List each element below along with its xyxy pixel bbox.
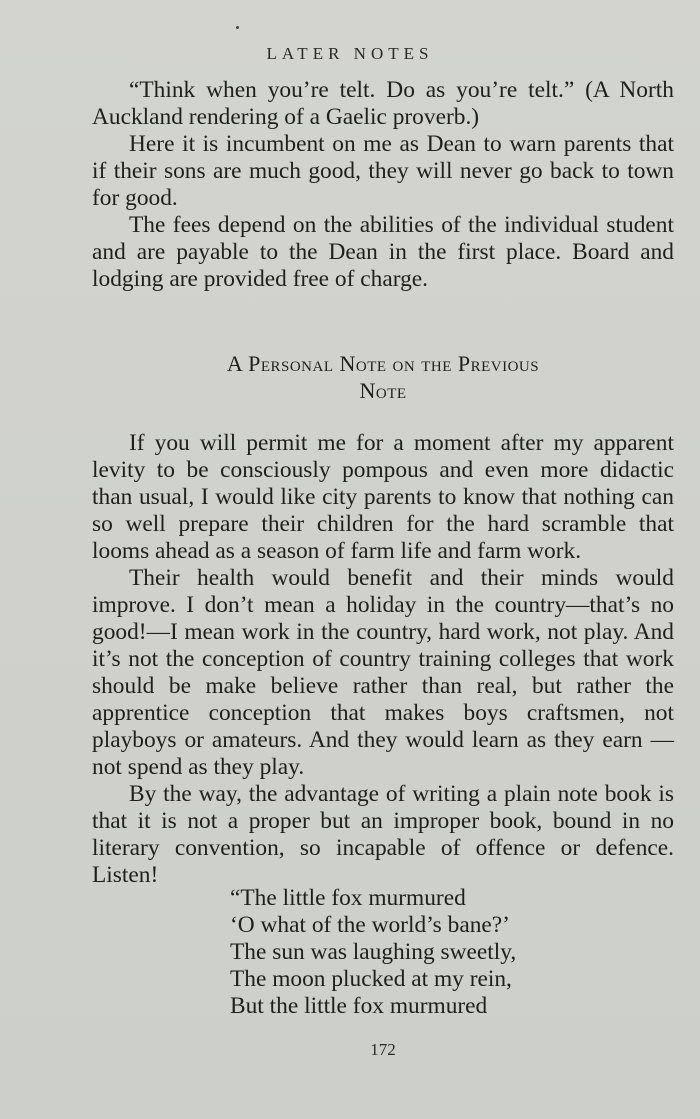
paragraph-proverb: “Think when you’re telt. Do as you’re telt.” (A North Auckland rendering of a Gaelic proverb.)	[92, 77, 674, 130]
section-heading-line-2: Note	[359, 378, 407, 403]
poem-line: But the little fox murmured	[230, 993, 488, 1019]
paragraph-dean-warning: Here it is incumbent on me as Dean to warn parents that if their sons are much good, they will never go back to town for good.	[92, 131, 674, 211]
ink-speck	[236, 26, 239, 29]
running-head: LATER NOTES	[266, 44, 434, 63]
body-text-block	[92, 430, 674, 889]
poem-line: “The little fox murmured	[230, 885, 466, 911]
section-heading-line-1: A Personal Note on the Previous	[226, 351, 540, 376]
top-text-block	[92, 77, 674, 293]
page-number: 172	[370, 1040, 396, 1059]
poem-line: The sun was laughing sweetly,	[230, 939, 517, 965]
paragraph-health: Their health would benefit and their minds would improve. I don’t mean a holiday in the country—that’s no good!—I mean work in the country, hard work, not play. And it’s not the conception of country training colleges that work should be make believe rather than real, but rather the apprentice conception that makes boys craftsmen, not playboys or amateurs. And they would learn as they earn —not spend as they play.	[92, 565, 674, 780]
paragraph-fees: The fees depend on the abilities of the individual student and are payable to the Dean in the first place. Board and lodging are provided free of charge.	[92, 212, 674, 292]
paragraph-note-book: By the way, the advantage of writing a plain note book is that it is not a proper but an improper book, bound in no literary convention, so incapable of offence or defence. Listen!	[92, 781, 674, 888]
poem-line: The moon plucked at my rein,	[230, 966, 512, 992]
poem-line: ‘O what of the world’s bane?’	[230, 912, 510, 938]
section-heading	[0, 350, 700, 404]
poem	[230, 885, 516, 1020]
paragraph-city-parents: If you will permit me for a moment after my apparent levity to be consciously pompous and even more didactic than usual, I would like city parents to know that nothing can so well prepare their children for the hard scramble that looms ahead as a season of farm life and farm work.	[92, 430, 674, 564]
